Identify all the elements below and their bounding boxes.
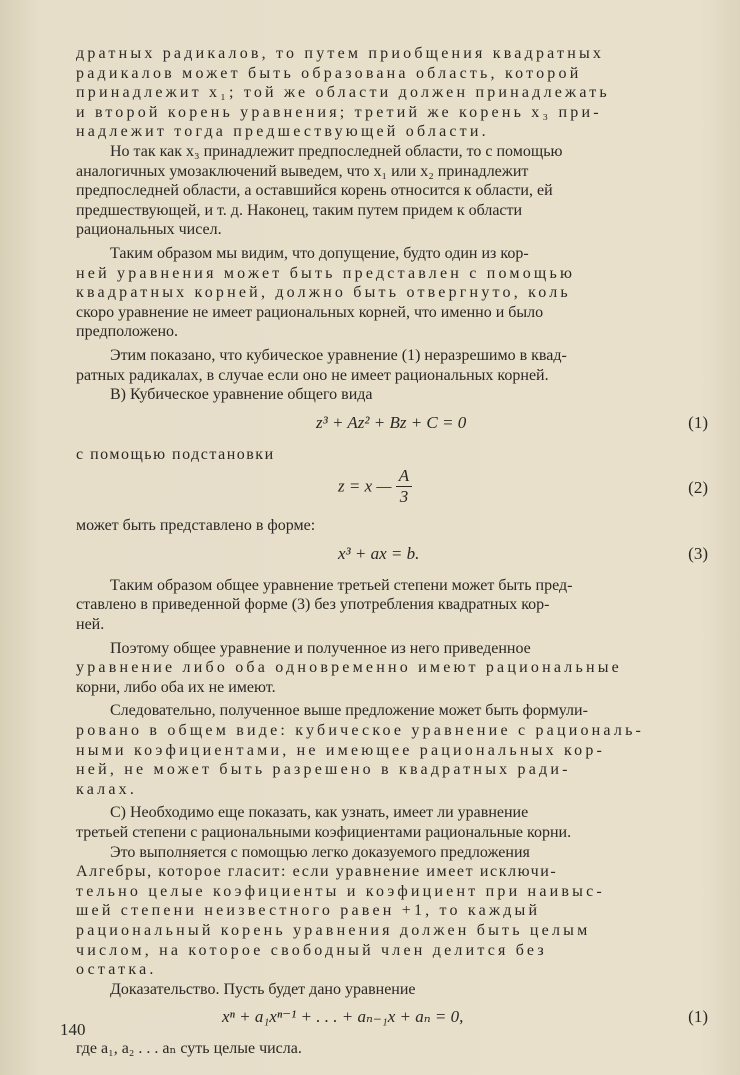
text-line: корни, либо оба их не имеют. <box>76 678 276 696</box>
text-line: уравнение либо оба одновременно имеют рациональные <box>76 659 622 677</box>
text-line: где a₁, a₂ . . . aₙ суть целые числа. <box>76 1040 302 1058</box>
text-line: рациональных чисел. <box>76 221 222 239</box>
equation-formula: z³ + Az² + Bz + C = 0 <box>316 412 467 432</box>
text-line: Доказательство. Пусть будет дано уравнение <box>110 980 416 998</box>
text-line: остатка. <box>76 961 157 979</box>
text-line: предшествующей, и т. д. Наконец, таким путем придем к области <box>76 201 523 219</box>
equation-number: (2) <box>688 478 708 498</box>
text-line: числом, на которое свободный член делится без <box>76 941 547 959</box>
text-line: ратных радикалах, в случае если оно не имеет рациональных корней. <box>76 366 549 384</box>
text-line: B) Кубическое уравнение общего вида <box>110 386 373 404</box>
text-line: дратных радикалов, то путем приобщения квадратных <box>76 45 605 62</box>
text-line: шей степени неизвестного равен +1, то каждый <box>76 902 541 920</box>
equation-lhs: z = x — <box>338 476 392 496</box>
page-number: 140 <box>60 1020 86 1039</box>
fraction-denominator: 3 <box>399 487 409 507</box>
equation-number: (1) <box>688 1007 708 1027</box>
text-line: ней уравнения может быть представлен с помощью <box>76 264 576 282</box>
text-line: Таким образом общее уравнение третьей степени может быть пред- <box>110 576 573 594</box>
text-line: надлежит тогда предшествующей области. <box>76 123 489 141</box>
text-line: ставлено в приведенной форме (3) без употребления квадратных кор- <box>76 596 550 614</box>
fraction-numerator: A <box>396 466 412 487</box>
text-line: C) Необходимо еще показать, как узнать, имеет ли уравнение <box>110 804 529 822</box>
equation-2 <box>76 464 708 516</box>
text-line: Таким образом мы видим, что допущение, будто один из кор- <box>110 244 529 262</box>
equation-4 <box>76 999 708 1039</box>
text-line: тельно целые коэфициенты и коэфициент при наивыс- <box>76 882 605 900</box>
text-line: калах. <box>76 780 138 798</box>
equation-formula: xⁿ + a₁xⁿ⁻¹ + . . . + aₙ₋₁x + aₙ = 0, <box>222 1007 464 1027</box>
text-line: ными коэфициентами, не имеющее рациональных кор- <box>76 741 606 759</box>
equation-1 <box>76 405 708 445</box>
text-line: ней. <box>76 616 105 634</box>
text-line: и второй корень уравнения; третий же корень x₃ при- <box>76 103 602 121</box>
text-line: может быть представлено в форме: <box>76 517 316 535</box>
text-line: Следовательно, полученное выше предложение может быть формули- <box>110 702 588 720</box>
equation-3 <box>76 536 708 576</box>
equation-formula <box>338 466 412 507</box>
text-line: третьей степени с рациональными коэфициентами рациональные корни. <box>76 824 572 841</box>
text-line: рациональный корень уравнения должен быть целым <box>76 921 591 939</box>
text-line: скоро уравнение не имеет рациональных корней, что именно и было <box>76 303 544 321</box>
equation-number: (3) <box>688 543 708 563</box>
text-line: с помощью подстановки <box>76 445 275 463</box>
text-line: Алгебры, которое гласит: если уравнение имеет исключи- <box>76 863 558 881</box>
equation-formula: x³ + ax = b. <box>338 543 420 563</box>
text-line: предпоследней области, а оставшийся корень относится к области, ей <box>76 182 553 200</box>
text-line: ней, не может быть разрешено в квадратных ради- <box>76 761 571 779</box>
text-line: Этим показано, что кубическое уравнение (1) неразрешимо в квад- <box>110 346 567 364</box>
text-line: Это выполняется с помощью легко доказуемого предложения <box>110 843 530 861</box>
text-line: Но так как x₃ принадлежит предпоследней области, то с помощью <box>110 142 563 160</box>
text-line: квадратных корней, должно быть отвергнуто, коль <box>76 284 571 302</box>
text-line: принадлежит x₁; той же области должен принадлежать <box>76 84 610 102</box>
equation-number: (1) <box>688 412 708 432</box>
text-line: предположено. <box>76 323 179 341</box>
text-line: ровано в общем виде: кубическое уравнение с рациональ- <box>76 722 645 740</box>
text-line: Поэтому общее уравнение и полученное из него приведенное <box>110 639 531 657</box>
text-line: аналогичных умозаключений выведем, что x₁ или x₂ принадлежит <box>76 162 529 180</box>
fraction <box>396 466 412 507</box>
text-line: радикалов может быть образована область, которой <box>76 64 582 82</box>
